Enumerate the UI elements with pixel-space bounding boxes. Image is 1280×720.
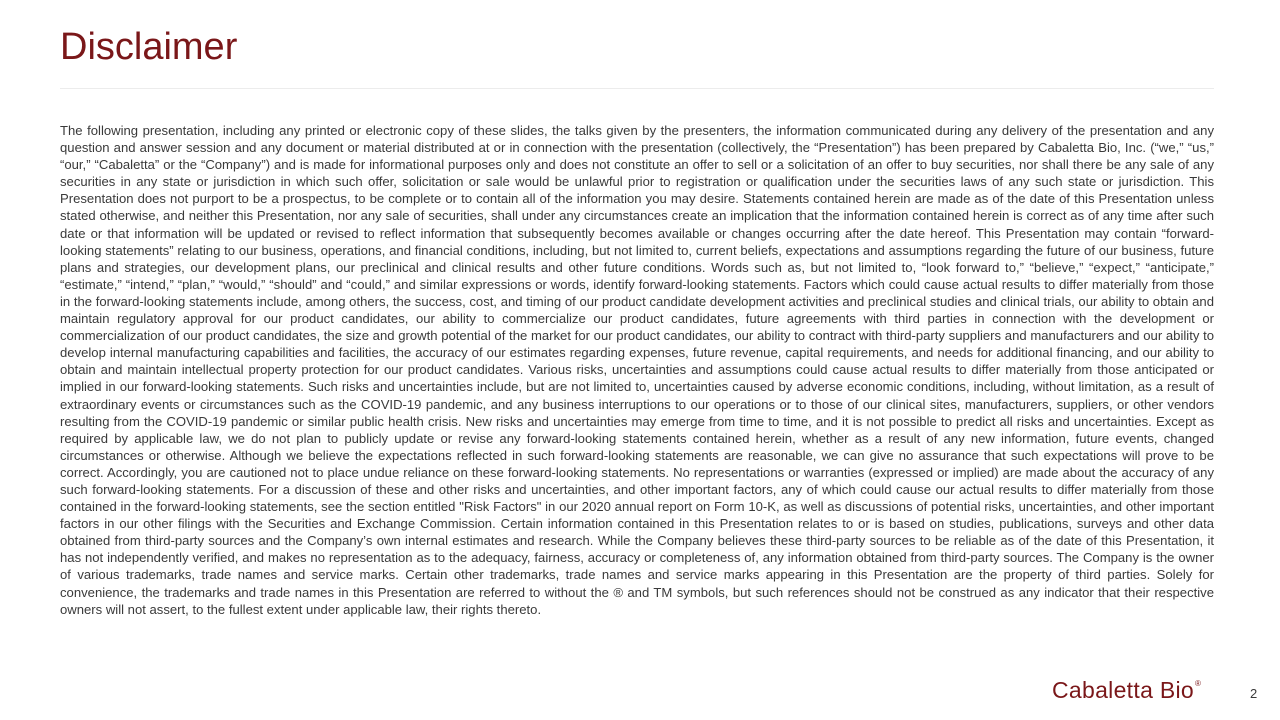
slide-title: Disclaimer: [60, 26, 238, 68]
registered-mark: ®: [1195, 679, 1201, 688]
page-number: 2: [1250, 686, 1258, 701]
disclaimer-body: The following presentation, including any printed or electronic copy of these slides, the talks given by the presenters, the information communicated during any delivery of the presentation and any question and answer session and any document or material distributed at or in connection with the presentation (collectively, the “Presentation”) has been prepared by Cabaletta Bio, Inc. (“we,” “us,” “our,” “Cabaletta” or the “Company”) and is made for informational purposes only and does not constitute an offer to sell or a solicitation of an offer to buy securities, nor shall there be any sale of any securities in any state or jurisdiction in which such offer, solicitation or sale would be unlawful prior to registration or qualification under the securities laws of any such state or jurisdiction. This Presentation does not purport to be a prospectus, to be complete or to contain all of the information you may desire. Statements contained herein are made as of the date of this Presentation unless stated otherwise, and neither this Presentation, nor any sale of securities, shall under any circumstances create an implication that the information contained herein is correct as of any time after such date or that information will be updated or revised to reflect information that subsequently becomes available or changes occurring after the date hereof. This Presentation may contain “forward-looking statements” relating to our business, operations, and financial conditions, including, but not limited to, current beliefs, expectations and assumptions regarding the future of our business, future plans and strategies, our development plans, our preclinical and clinical results and other future conditions. Words such as, but not limited to, “look forward to,” “believe,” “expect,” “anticipate,” “estimate,” “intend,” “plan,” “would,” “should” and “could,” and similar expressions or words, identify forward-looking statements. Factors which could cause actual results to differ materially from those in the forward-looking statements include, among others, the success, cost, and timing of our product candidate development activities and preclinical studies and clinical trials, our ability to obtain and maintain regulatory approval for our product candidates, our ability to commercialize our product candidates, future agreements with third parties in connection with the development or commercialization of our product candidates, the size and growth potential of the market for our product candidates, our ability to contract with third-party suppliers and manufacturers and our ability to develop internal manufacturing capabilities and facilities, the accuracy of our estimates regarding expenses, future revenue, capital requirements, and needs for additional financing, and our ability to obtain and maintain intellectual property protection for our product candidates. Various risks, uncertainties and assumptions could cause actual results to differ materially from those anticipated or implied in our forward-looking statements. Such risks and uncertainties include, but are not limited to, uncertainties caused by adverse economic conditions, including, without limitation, as a result of extraordinary events or circumstances such as the COVID-19 pandemic, and any business interruptions to our operations or to those of our clinical sites, manufacturers, suppliers, or other vendors resulting from the COVID-19 pandemic or similar public health crisis. New risks and uncertainties may emerge from time to time, and it is not possible to predict all risks and uncertainties. Except as required by applicable law, we do not plan to publicly update or revise any forward-looking statements contained herein, whether as a result of any new information, future events, changed circumstances or otherwise. Although we believe the expectations reflected in such forward-looking statements are reasonable, we can give no assurance that such expectations will prove to be correct. Accordingly, you are cautioned not to place undue reliance on these forward-looking statements. No representations or warranties (expressed or implied) are made about the accuracy of any such forward-looking statements. For a discussion of these and other risks and uncertainties, and other important factors, any of which could cause our actual results to differ materially from those contained in the forward-looking statements, see the section entitled "Risk Factors" in our 2020 annual report on Form 10-K, as well as discussions of potential risks, uncertainties, and other important factors in our other filings with the Securities and Exchange Commission. Certain information contained in this Presentation relates to or is based on studies, publications, surveys and other data obtained from third-party sources and the Company’s own internal estimates and research. While the Company believes these third-party sources to be reliable as of the date of this Presentation, it has not independently verified, and makes no representation as to the adequacy, fairness, accuracy or completeness of, any information obtained from third-party sources. The Company is the owner of various trademarks, trade names and service marks. Certain other trademarks, trade names and service marks appearing in this Presentation are the property of third parties. Solely for convenience, the trademarks and trade names in this Presentation are referred to without the ® and TM symbols, but such references should not be construed as any indicator that their respective owners will not assert, to the fullest extent under applicable law, their rights thereto.: [60, 123, 1214, 617]
company-logo: [1052, 676, 1201, 704]
title-divider: [60, 88, 1214, 89]
logo-wordmark: Cabaletta Bio: [1052, 677, 1194, 703]
